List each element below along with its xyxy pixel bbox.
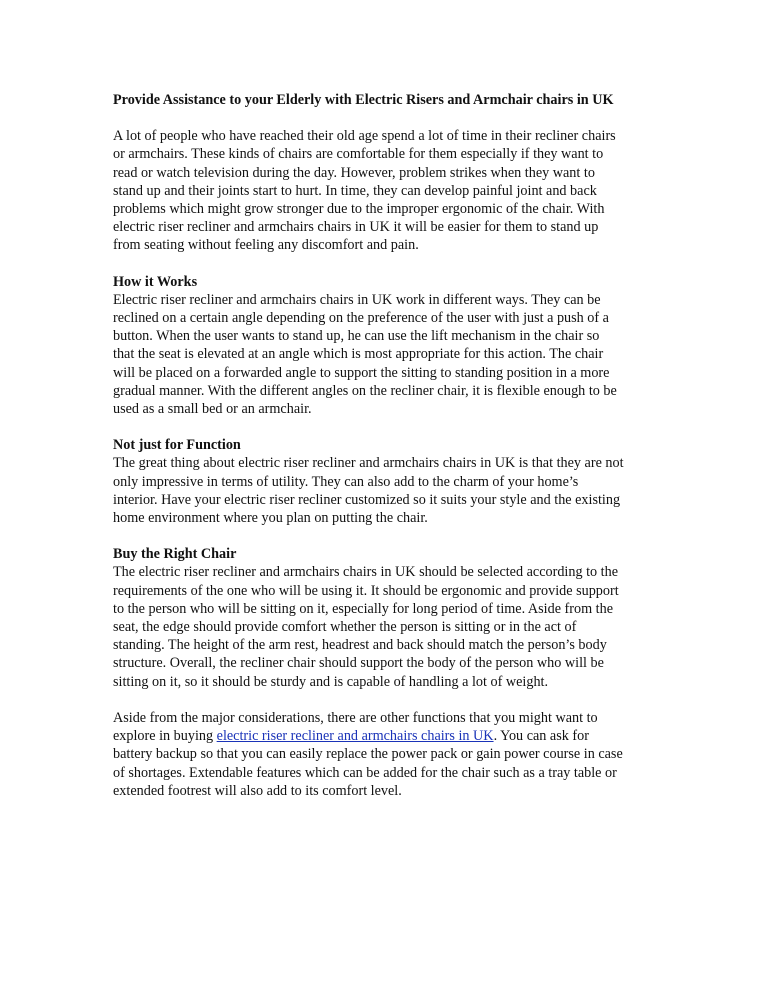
intro-line: electric riser recliner and armchairs chairs in UK it will be easier for them to stand up bbox=[113, 219, 599, 236]
section-line: reclined on a certain angle depending on the preference of the user with just a push of a bbox=[113, 310, 609, 327]
closing-line: Aside from the major considerations, there are other functions that you might want to bbox=[113, 709, 598, 726]
section-line: that the seat is elevated at an angle which is most appropriate for this action. The chair bbox=[113, 346, 604, 363]
product-link[interactable]: electric riser recliner and armchairs chairs in UK bbox=[216, 728, 494, 745]
section-line: The electric riser recliner and armchairs chairs in UK should be selected according to the bbox=[113, 564, 619, 581]
closing-line: of shortages. Extendable features which can be added for the chair such as a tray table or bbox=[113, 764, 617, 781]
section-heading: How it Works bbox=[113, 273, 198, 290]
intro-line: from seating without feeling any discomfort and pain. bbox=[113, 237, 419, 254]
section-line: home environment where you plan on putting the chair. bbox=[113, 510, 428, 527]
section-heading: Not just for Function bbox=[113, 437, 241, 454]
section-how-it-works bbox=[113, 273, 661, 419]
intro-line: A lot of people who have reached their old age spend a lot of time in their recliner chairs bbox=[113, 128, 616, 145]
section-line: sitting on it, so it should be sturdy and is capable of handling a lot of weight. bbox=[113, 673, 549, 690]
document-title: Provide Assistance to your Elderly with Electric Risers and Armchair chairs in UK bbox=[113, 92, 614, 108]
section-line: Electric riser recliner and armchairs chairs in UK work in different ways. They can be bbox=[113, 291, 601, 308]
section-line: The great thing about electric riser recliner and armchairs chairs in UK is that they are not bbox=[113, 455, 624, 472]
closing-text-before-link: explore in buying bbox=[113, 728, 217, 745]
closing-line: battery backup so that you can easily replace the power pack or gain power course in case bbox=[113, 746, 623, 763]
closing-text-after-link: . You can ask for bbox=[493, 728, 589, 745]
closing-line-with-link bbox=[113, 727, 661, 745]
section-line: used as a small bed or an armchair. bbox=[113, 401, 312, 418]
closing-paragraph bbox=[113, 709, 661, 800]
section-line: button. When the user wants to stand up, he can use the lift mechanism in the chair so bbox=[113, 328, 600, 345]
section-line: requirements of the one who will be using it. It should be ergonomic and provide support bbox=[113, 582, 619, 599]
section-line: to the person who will be sitting on it, especially for long period of time. Aside from the bbox=[113, 600, 614, 617]
section-line: gradual manner. With the different angles on the recliner chair, it is flexible enough to be bbox=[113, 382, 617, 399]
intro-line: stand up and their joints start to hurt. In time, they can develop painful joint and back bbox=[113, 182, 597, 199]
section-line: will be placed on a forwarded angle to support the sitting to standing position in a more bbox=[113, 364, 610, 381]
section-line: interior. Have your electric riser recliner customized so it suits your style and the existing bbox=[113, 491, 621, 508]
intro-paragraph bbox=[113, 127, 661, 254]
intro-line: read or watch television during the day. However, problem strikes when they want to bbox=[113, 164, 595, 181]
closing-line: extended footrest will also add to its comfort level. bbox=[113, 782, 402, 799]
section-buy-the-right-chair bbox=[113, 545, 661, 691]
intro-line: problems which might grow stronger due to the improper ergonomic of the chair. With bbox=[113, 201, 605, 218]
document-page bbox=[113, 91, 661, 818]
section-not-just-for-function bbox=[113, 436, 661, 527]
section-line: only impressive in terms of utility. They can also add to the charm of your home’s bbox=[113, 473, 579, 490]
section-heading: Buy the Right Chair bbox=[113, 546, 237, 563]
section-line: structure. Overall, the recliner chair should support the body of the person who will be bbox=[113, 655, 604, 672]
intro-line: or armchairs. These kinds of chairs are comfortable for them especially if they want to bbox=[113, 146, 604, 163]
section-line: seat, the edge should provide comfort whether the person is sitting or in the act of bbox=[113, 619, 577, 636]
section-line: standing. The height of the arm rest, headrest and back should match the person’s body bbox=[113, 637, 607, 654]
